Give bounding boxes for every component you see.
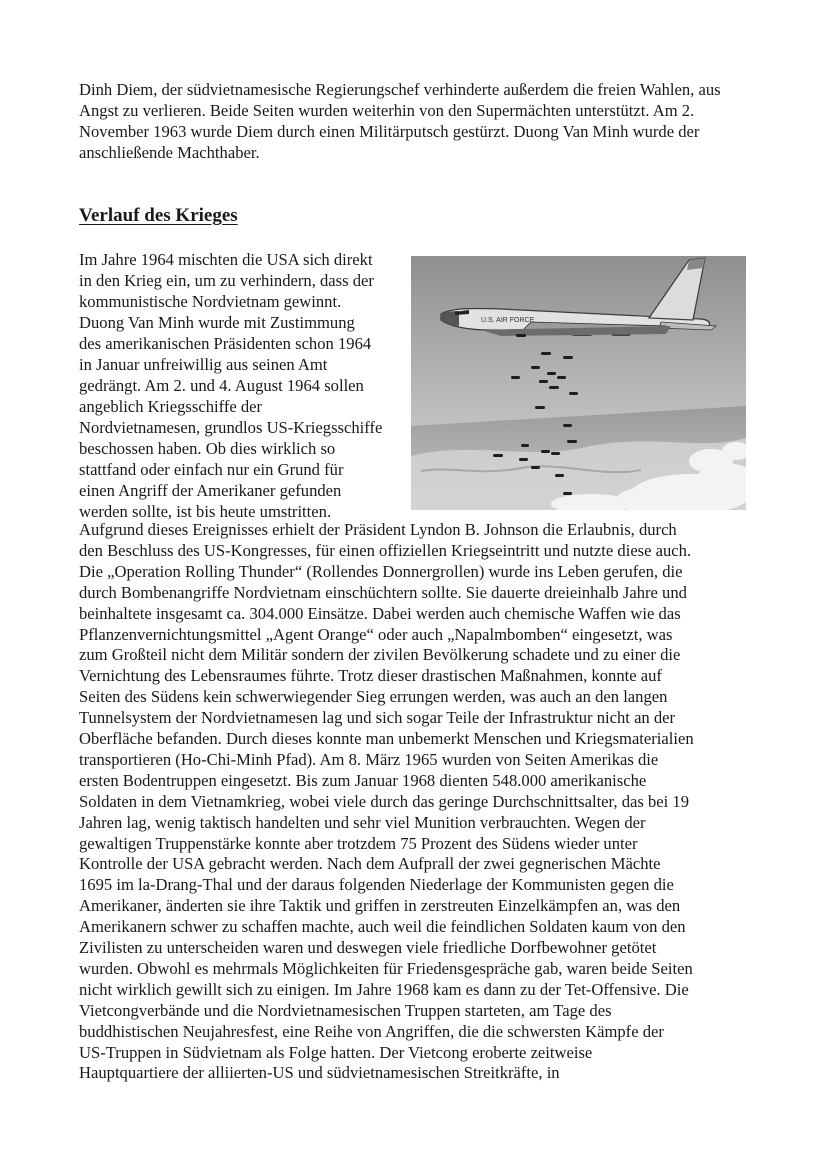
wrapped-line: angeblich Kriegsschiffe der [79,397,263,416]
body-line: Jahren lag, wenig taktisch handelten und sehr viel Munition verbrauchten. Wegen der [79,813,646,832]
wrapped-line: einen Angriff der Amerikaner gefunden [79,481,342,500]
body-line: gewaltigen Truppenstärke konnte aber trotzdem 75 Prozent des Südens wieder unter [79,834,638,853]
aircraft-marking: U.S. AIR FORCE [481,317,535,324]
body-line: Seiten des Südens kein schwerwiegender Sieg errungen werden, was auch an den langen [79,687,668,706]
wrapped-line: stattfand oder einfach nur ein Grund für [79,460,344,479]
body-line: nicht wirklich gewillt sich zu einigen. Im Jahre 1968 kam es dann zu der Tet-Offensive. Die [79,980,689,999]
body-line: beinhaltete insgesamt ca. 304.000 Einsätze. Dabei werden auch chemische Waffen wie das [79,604,681,623]
body-line: transportieren (Ho-Chi-Minh Pfad). Am 8. März 1965 wurden von Seiten Amerikas die [79,750,659,769]
wrapped-line: Im Jahre 1964 mischten die USA sich direkt [79,250,373,269]
body-line: Tunnelsystem der Nordvietnamesen lag und sich sogar Teile der Infrastruktur nicht an der [79,708,676,727]
body-line: ersten Bodentruppen eingesetzt. Bis zum Januar 1968 dienten 548.000 amerikanische [79,771,647,790]
wrapped-line: in Januar unfreiwillig aus seinen Amt [79,355,328,374]
wrapped-line: gedrängt. Am 2. und 4. August 1964 sollen [79,376,364,395]
body-line: Kontrolle der USA gebracht werden. Nach dem Aufprall der zwei gegnerischen Mächte [79,854,661,873]
section-heading: Verlauf des Krieges [79,205,238,226]
body-line: US-Truppen in Südvietnam als Folge hatten. Der Vietcong eroberte zeitweise [79,1043,593,1062]
body-line: Aufgrund dieses Ereignisses erhielt der Präsident Lyndon B. Johnson die Erlaubnis, durch [79,520,677,539]
body-line: Die „Operation Rolling Thunder“ (Rollendes Donnergrollen) wurde ins Leben gerufen, die [79,562,683,581]
body-line: Amerikaner, änderten sie ihre Taktik und griffen in zerstreuten Einzelkämpfen an, was den [79,896,681,915]
body-line: Vernichtung des Lebensraumes führte. Trotz dieser drastischen Maßnahmen, konnte auf [79,666,662,685]
body-line: wurden. Obwohl es mehrmals Möglichkeiten für Friedensgespräche gab, waren beide Seiten [79,959,693,978]
body-line: Oberfläche befanden. Durch dieses konnte man unbemerkt Menschen und Kriegsmaterialien [79,729,694,748]
wrapped-line: Duong Van Minh wurde mit Zustimmung [79,313,355,332]
wrapped-line: des amerikanischen Präsidenten schon 1964 [79,334,372,353]
wrapped-line: Nordvietnamesen, grundlos US-Kriegsschiffe [79,418,383,437]
body-line: Pflanzenvernichtungsmittel „Agent Orange“ oder auch „Napalmbomben“ eingesetzt, was [79,625,673,644]
wrapped-line: werden sollte, ist bis heute umstritten. [79,502,332,521]
intro-paragraph: Dinh Diem, der südvietnamesische Regierungschef verhinderte außerdem die freien Wahlen, aus Angst zu verlieren. Beide Seiten wurden weiterhin von den Supermächten unterstützt. Am 2. November 1963 wurde Diem durch einen Militärputsch gestürzt. Duong Van Minh wurde der anschließende Machthaber. [79,80,721,162]
body-line: den Beschluss des US-Kongresses, für einen offiziellen Kriegseintritt und nutzte diese auch. [79,541,692,560]
body-line: Hauptquartiere der alliierten-US und südvietnamesischen Streitkräfte, in [79,1063,560,1082]
body-line: buddhistischen Neujahresfest, eine Reihe von Angriffen, die die schwersten Kämpfe der [79,1022,664,1041]
body-line: 1695 im la-Drang-Thal und der daraus folgenden Niederlage der Kommunisten gegen die [79,875,674,894]
wrapped-line: kommunistische Nordvietnam gewinnt. [79,292,342,311]
body-line: durch Bombenangriffe Nordvietnam einschüchtern sollte. Sie dauerte dreieinhalb Jahre und [79,583,687,602]
body-line: Zivilisten zu unterscheiden waren und deswegen viele friedliche Dorfbewohner getötet [79,938,657,957]
body-line: Vietcongverbände und die Nordvietnamesischen Truppen starteten, am Tage des [79,1001,612,1020]
body-line: zum Großteil nicht dem Militär sondern der zivilen Bevölkerung schadete und zu einer die [79,645,681,664]
wrapped-line: beschossen haben. Ob dies wirklich so [79,439,336,458]
wrapped-line: in den Krieg ein, um zu verhindern, dass der [79,271,374,290]
bomber-photo [411,256,746,510]
body-line: Amerikanern schwer zu schaffen machte, auch weil die feindlichen Soldaten kaum von den [79,917,686,936]
body-line: Soldaten in dem Vietnamkrieg, wobei viele durch das geringe Durchschnittsalter, das bei 19 [79,792,689,811]
